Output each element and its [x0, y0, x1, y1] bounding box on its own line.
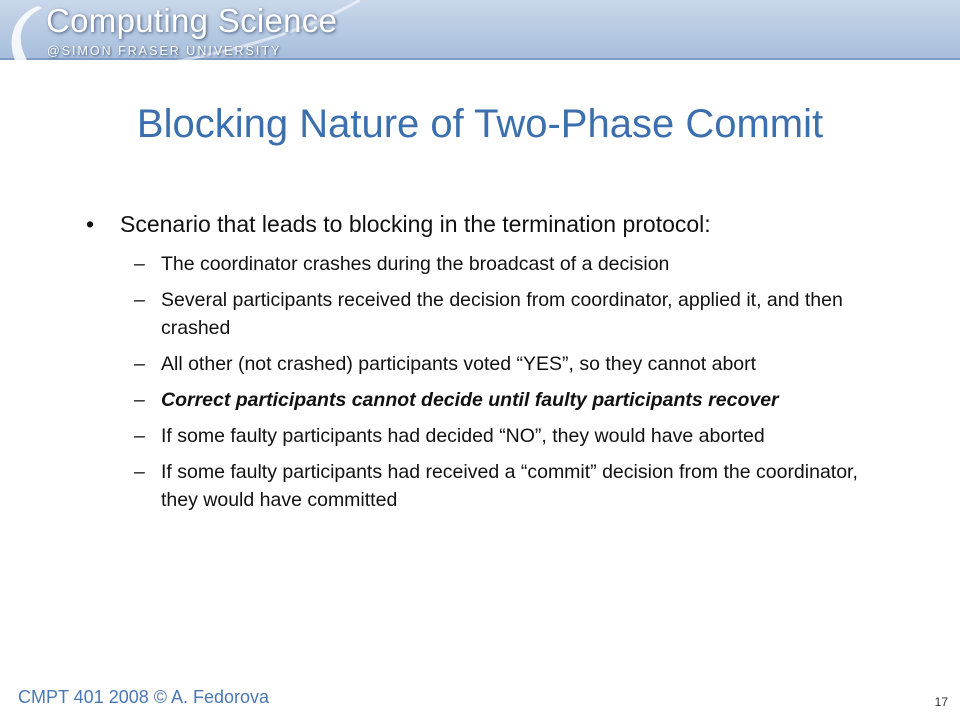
dash-marker-icon: – [134, 289, 145, 311]
sub-bullet-text: All other (not crashed) participants voted “YES”, so they cannot abort [161, 353, 757, 375]
sub-bullet-list [86, 250, 896, 514]
sub-bullet-text: The coordinator crashes during the broadcast of a decision [161, 253, 670, 275]
sub-bullet-text: If some faulty participants had received a “commit” decision from the coordinator, they would have committed [161, 461, 858, 511]
footer-course-credit: CMPT 401 2008 © A. Fedorova [18, 687, 270, 707]
slide-content [86, 208, 896, 522]
sub-bullet-item [134, 422, 896, 450]
brand-title: Computing Science [46, 2, 338, 39]
dash-marker-icon: – [134, 253, 145, 275]
sub-bullet-item [134, 350, 896, 378]
slide-number: 17 [934, 695, 948, 709]
sub-bullet-text-emphasized: Correct participants cannot decide until faulty participants recover [161, 389, 779, 411]
dash-marker-icon: – [134, 425, 145, 447]
slide-title: Blocking Nature of Two-Phase Commit [136, 102, 824, 146]
sub-bullet-text: If some faulty participants had decided “NO”, they would have aborted [161, 425, 765, 447]
sub-bullet-item [134, 458, 896, 514]
sub-bullet-item [134, 250, 896, 278]
dash-marker-icon: – [134, 353, 145, 375]
sub-bullet-text: Several participants received the decision from coordinator, applied it, and then crashed [161, 289, 843, 339]
sub-bullet-item [134, 286, 896, 342]
dash-marker-icon: – [134, 461, 145, 483]
brand-subtitle: @SIMON FRASER UNIVERSITY [47, 44, 282, 58]
main-bullet [86, 208, 896, 240]
dash-marker-icon: – [134, 389, 145, 411]
sub-bullet-item [134, 386, 896, 414]
bullet-dot-icon: • [86, 211, 95, 237]
main-bullet-text: Scenario that leads to blocking in the termination protocol: [120, 211, 711, 237]
